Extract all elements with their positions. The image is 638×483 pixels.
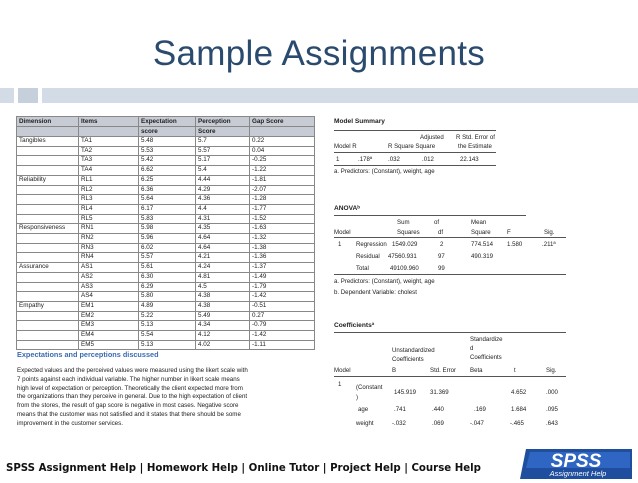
cell-expectation: 5.61 xyxy=(139,263,196,273)
coef-cell: 4.652 xyxy=(511,389,527,396)
spss-logo xyxy=(520,446,632,479)
cell-dimension xyxy=(17,195,79,205)
table-header-row xyxy=(17,117,315,127)
table-row xyxy=(17,340,315,350)
coef-cell: .169 xyxy=(474,406,486,413)
cell-expectation: 5.96 xyxy=(139,234,196,244)
cell-item: RL1 xyxy=(79,175,139,185)
cell-gap: -1.36 xyxy=(250,253,315,263)
gap-score-table xyxy=(16,116,315,350)
divider xyxy=(334,165,496,166)
table-header-row-2 xyxy=(17,127,315,137)
coef-cell: -.465 xyxy=(510,420,524,427)
coef-col: t xyxy=(514,367,516,374)
cell-perception: 4.02 xyxy=(196,340,250,350)
table-row xyxy=(17,214,315,224)
cell-perception: 4.29 xyxy=(196,185,250,195)
cell-dimension xyxy=(17,292,79,302)
coef-cell: .069 xyxy=(432,420,444,427)
coef-cell: ) xyxy=(356,394,359,401)
coef-cell: .741 xyxy=(394,406,406,413)
ms-cell: 1 xyxy=(336,156,340,163)
cell-gap: -2.07 xyxy=(250,185,315,195)
cell-dimension: Reliability xyxy=(17,175,79,185)
cell-perception: 4.12 xyxy=(196,331,250,341)
cell-perception: 4.44 xyxy=(196,175,250,185)
coef-h-std: Coefficients xyxy=(470,354,502,361)
anova-cell: 1 xyxy=(338,241,342,248)
cell-item: TA4 xyxy=(79,166,139,176)
cell-dimension xyxy=(17,146,79,156)
divider xyxy=(334,376,566,377)
cell-gap: -1.52 xyxy=(250,214,315,224)
coef-col: Sig. xyxy=(546,367,557,374)
cell-gap: -1.38 xyxy=(250,243,315,253)
discussion-line: improvement in the customer services. xyxy=(17,419,123,427)
table-row xyxy=(17,282,315,292)
coef-cell: .643 xyxy=(546,420,558,427)
cell-dimension xyxy=(17,156,79,166)
cell-dimension xyxy=(17,321,79,331)
model-summary-title: Model Summary xyxy=(334,118,385,125)
cell-dimension xyxy=(17,214,79,224)
divider xyxy=(334,130,496,131)
cell-item: TA3 xyxy=(79,156,139,166)
coef-h-unstd: Unstandardized xyxy=(392,347,435,354)
cell-gap: -0.79 xyxy=(250,321,315,331)
cell-dimension: Tangibles xyxy=(17,137,79,147)
anova-cell: 47560.931 xyxy=(388,253,417,260)
table-row xyxy=(17,331,315,341)
cell-item: TA1 xyxy=(79,137,139,147)
table-row xyxy=(17,321,315,331)
gap-table-body xyxy=(17,137,315,350)
cell-gap: 0.22 xyxy=(250,137,315,147)
coef-cell: 1.684 xyxy=(511,406,527,413)
coef-col: Std. Error xyxy=(430,367,457,374)
anova-cell: 2 xyxy=(440,241,444,248)
cell-expectation: 6.02 xyxy=(139,243,196,253)
anova-h-of: of xyxy=(434,219,440,226)
logo-small-text: Assignment Help xyxy=(549,469,607,478)
coef-col: B xyxy=(392,367,397,374)
ms-col-estimate: the Estimate xyxy=(458,143,492,150)
cell-expectation: 6.29 xyxy=(139,282,196,292)
anova-cell: 99 xyxy=(438,265,445,272)
header-expectation: Expectation xyxy=(139,117,196,127)
cell-perception: 4.81 xyxy=(196,272,250,282)
coef-h-unstd: Coefficients xyxy=(392,356,424,363)
cell-gap: -1.37 xyxy=(250,263,315,273)
cell-gap: -1.77 xyxy=(250,204,315,214)
header-band-left xyxy=(0,88,14,103)
cell-expectation: 5.57 xyxy=(139,253,196,263)
cell-item: RL5 xyxy=(79,214,139,224)
footer-text: SPSS Assignment Help | Homework Help | Online Tutor | Project Help | Course Help xyxy=(6,463,481,474)
anova-cell: Residual xyxy=(356,253,380,260)
cell-item: EM5 xyxy=(79,340,139,350)
ms-col-rsquare: R Square Square xyxy=(388,143,436,150)
cell-perception: 4.64 xyxy=(196,243,250,253)
anova-h-sum: Sum xyxy=(397,219,410,226)
cell-gap: 0.27 xyxy=(250,311,315,321)
cell-dimension xyxy=(17,234,79,244)
cell-perception: 5.57 xyxy=(196,146,250,156)
coef-cell: .000 xyxy=(546,389,558,396)
cell-perception: 5.17 xyxy=(196,156,250,166)
cell-item: AS3 xyxy=(79,282,139,292)
header-dimension: Dimension xyxy=(17,117,79,127)
table-row xyxy=(17,224,315,234)
discussion-line: from the stores, the result of gap score is negative in most cases. Negative score xyxy=(17,402,239,410)
table-row xyxy=(17,185,315,195)
cell-gap: -1.63 xyxy=(250,224,315,234)
cell-item: EM4 xyxy=(79,331,139,341)
logo-big-text: SPSS xyxy=(550,451,602,472)
cell-item: AS1 xyxy=(79,263,139,273)
cell-gap: -1.79 xyxy=(250,282,315,292)
cell-item: EM3 xyxy=(79,321,139,331)
cell-dimension xyxy=(17,311,79,321)
ms-cell: .178ª xyxy=(358,156,373,163)
cell-item: AS4 xyxy=(79,292,139,302)
table-row xyxy=(17,292,315,302)
divider xyxy=(334,215,526,216)
cell-gap: -1.32 xyxy=(250,234,315,244)
table-row xyxy=(17,166,315,176)
coef-col: Beta xyxy=(470,367,483,374)
cell-expectation: 5.42 xyxy=(139,156,196,166)
cell-item: RL4 xyxy=(79,204,139,214)
ms-cell: 22.143 xyxy=(460,156,479,163)
cell-perception: 4.38 xyxy=(196,292,250,302)
cell-gap: 0.04 xyxy=(250,146,315,156)
cell-item: RN4 xyxy=(79,253,139,263)
anova-cell: 1.580 xyxy=(507,241,523,248)
header-band-right xyxy=(42,88,638,103)
cell-gap: -1.28 xyxy=(250,195,315,205)
divider xyxy=(334,274,566,275)
anova-col: F xyxy=(507,229,511,236)
cell-expectation: 5.13 xyxy=(139,340,196,350)
table-row xyxy=(17,204,315,214)
anova-col: Square xyxy=(471,229,491,236)
cell-expectation: 6.62 xyxy=(139,166,196,176)
coefficients-title: Coefficientsª xyxy=(334,322,375,329)
cell-item: RN1 xyxy=(79,224,139,234)
cell-perception: 4.31 xyxy=(196,214,250,224)
cell-perception: 4.4 xyxy=(196,204,250,214)
slide-title: Sample Assignments xyxy=(152,34,486,73)
cell-expectation: 6.36 xyxy=(139,185,196,195)
coef-cell: 31.369 xyxy=(430,389,449,396)
cell-expectation: 4.89 xyxy=(139,301,196,311)
discussion-paragraph xyxy=(17,367,317,429)
table-row xyxy=(17,137,315,147)
coef-cell: 1 xyxy=(338,381,342,388)
cell-dimension: Assurance xyxy=(17,263,79,273)
coef-cell: -.047 xyxy=(470,420,484,427)
coef-h-std: d xyxy=(470,345,474,352)
cell-dimension xyxy=(17,243,79,253)
cell-gap: -1.81 xyxy=(250,175,315,185)
cell-expectation: 5.54 xyxy=(139,331,196,341)
anova-col: Model xyxy=(334,229,351,236)
ms-header-std-error: R Std. Error of xyxy=(456,134,495,141)
cell-expectation: 5.64 xyxy=(139,195,196,205)
table-row xyxy=(17,195,315,205)
coef-col: Model xyxy=(334,367,351,374)
coef-cell: .440 xyxy=(432,406,444,413)
discussion-line: 7 points against each individual variable. The higher number in likert scale means xyxy=(17,375,240,383)
cell-perception: 4.36 xyxy=(196,195,250,205)
header-gap: Gap Score xyxy=(250,117,315,127)
cell-item: RL2 xyxy=(79,185,139,195)
anova-cell: Regression xyxy=(356,241,387,248)
cell-dimension xyxy=(17,282,79,292)
cell-perception: 4.24 xyxy=(196,263,250,273)
cell-dimension xyxy=(17,340,79,350)
divider xyxy=(334,332,566,333)
anova-col: Sig. xyxy=(544,229,555,236)
cell-perception: 4.35 xyxy=(196,224,250,234)
anova-cell: 49109.960 xyxy=(390,265,419,272)
coef-cell: weight xyxy=(356,420,374,427)
cell-expectation: 5.98 xyxy=(139,224,196,234)
anova-cell: 490.319 xyxy=(471,253,494,260)
coef-cell: (Constant xyxy=(356,384,383,391)
table-row xyxy=(17,156,315,166)
anova-title: ANOVAᵇ xyxy=(334,205,360,212)
cell-item: EM2 xyxy=(79,311,139,321)
header-expectation-2: score xyxy=(139,127,196,137)
cell-expectation: 5.22 xyxy=(139,311,196,321)
anova-h-mean: Mean xyxy=(471,219,487,226)
cell-perception: 5.7 xyxy=(196,137,250,147)
cell-item: AS2 xyxy=(79,272,139,282)
cell-expectation: 5.13 xyxy=(139,321,196,331)
ms-cell: .032 xyxy=(388,156,400,163)
coef-cell: age xyxy=(358,406,369,413)
table-row xyxy=(17,253,315,263)
cell-item: TA2 xyxy=(79,146,139,156)
anova-cell: .211ª xyxy=(542,241,556,248)
table-row xyxy=(17,311,315,321)
cell-gap: -1.22 xyxy=(250,166,315,176)
cell-expectation: 5.53 xyxy=(139,146,196,156)
anova-note-a: a. Predictors: (Constant), weight, age xyxy=(334,278,435,285)
cell-gap: -1.42 xyxy=(250,331,315,341)
table-row xyxy=(17,234,315,244)
divider xyxy=(334,152,496,153)
cell-perception: 4.21 xyxy=(196,253,250,263)
cell-gap: -1.42 xyxy=(250,292,315,302)
cell-expectation: 6.17 xyxy=(139,204,196,214)
cell-dimension xyxy=(17,185,79,195)
coef-cell: .095 xyxy=(546,406,558,413)
anova-cell: Total xyxy=(356,265,369,272)
discussion-line: high level of expectation or perception. Theoretically the client expected more from xyxy=(17,384,243,392)
table-row xyxy=(17,301,315,311)
header-items: Items xyxy=(79,117,139,127)
anova-col: df xyxy=(438,229,444,236)
table-row xyxy=(17,263,315,273)
spss-logo-graphic xyxy=(520,446,632,479)
cell-perception: 4.34 xyxy=(196,321,250,331)
ms-cell: .012 xyxy=(422,156,434,163)
cell-item: RN2 xyxy=(79,234,139,244)
header-perception: Perception xyxy=(196,117,250,127)
cell-expectation: 6.25 xyxy=(139,175,196,185)
cell-gap: -0.25 xyxy=(250,156,315,166)
anova-note-b: b. Dependent Variable: cholest xyxy=(334,289,417,296)
discussion-line: the organizations than they perceive in general. Due to the high expectation of client xyxy=(17,393,248,401)
cell-dimension: Responsiveness xyxy=(17,224,79,234)
cell-perception: 4.64 xyxy=(196,234,250,244)
coef-cell: -.032 xyxy=(392,420,406,427)
header-band-mid xyxy=(18,88,38,103)
table-row xyxy=(17,272,315,282)
anova-cell: 1549.029 xyxy=(392,241,418,248)
cell-item: EM1 xyxy=(79,301,139,311)
cell-perception: 4.5 xyxy=(196,282,250,292)
discussion-line: Expected values and the perceived values were measured using the likert scale with xyxy=(17,367,248,374)
cell-item: RL3 xyxy=(79,195,139,205)
table-row xyxy=(17,243,315,253)
discussion-line: means that the customer was not satisfied and it states that there should be some xyxy=(17,410,241,418)
coef-h-std: Standardize xyxy=(470,336,503,343)
divider xyxy=(334,237,566,238)
cell-gap: -1.11 xyxy=(250,340,315,350)
cell-perception: 5.4 xyxy=(196,166,250,176)
table-row xyxy=(17,175,315,185)
cell-dimension xyxy=(17,166,79,176)
anova-cell: 774.514 xyxy=(471,241,494,248)
ms-header-adjusted: Adjusted xyxy=(420,134,444,141)
anova-cell: 97 xyxy=(438,253,445,260)
cell-gap: -1.49 xyxy=(250,272,315,282)
ms-col-model-r: Model R xyxy=(334,143,357,150)
cell-dimension: Empathy xyxy=(17,301,79,311)
discussion-heading: Expectations and perceptions discussed xyxy=(17,350,159,359)
ms-note: a. Predictors: (Constant), weight, age xyxy=(334,168,435,175)
anova-col: Squares xyxy=(397,229,420,236)
cell-perception: 5.49 xyxy=(196,311,250,321)
cell-perception: 4.38 xyxy=(196,301,250,311)
cell-expectation: 5.80 xyxy=(139,292,196,302)
cell-expectation: 5.83 xyxy=(139,214,196,224)
cell-dimension xyxy=(17,253,79,263)
cell-gap: -0.51 xyxy=(250,301,315,311)
cell-expectation: 5.48 xyxy=(139,137,196,147)
cell-dimension xyxy=(17,272,79,282)
cell-dimension xyxy=(17,204,79,214)
cell-dimension xyxy=(17,331,79,341)
cell-item: RN3 xyxy=(79,243,139,253)
coef-cell: 145.919 xyxy=(394,389,417,396)
header-perception-2: Score xyxy=(196,127,250,137)
cell-expectation: 6.30 xyxy=(139,272,196,282)
table-row xyxy=(17,146,315,156)
